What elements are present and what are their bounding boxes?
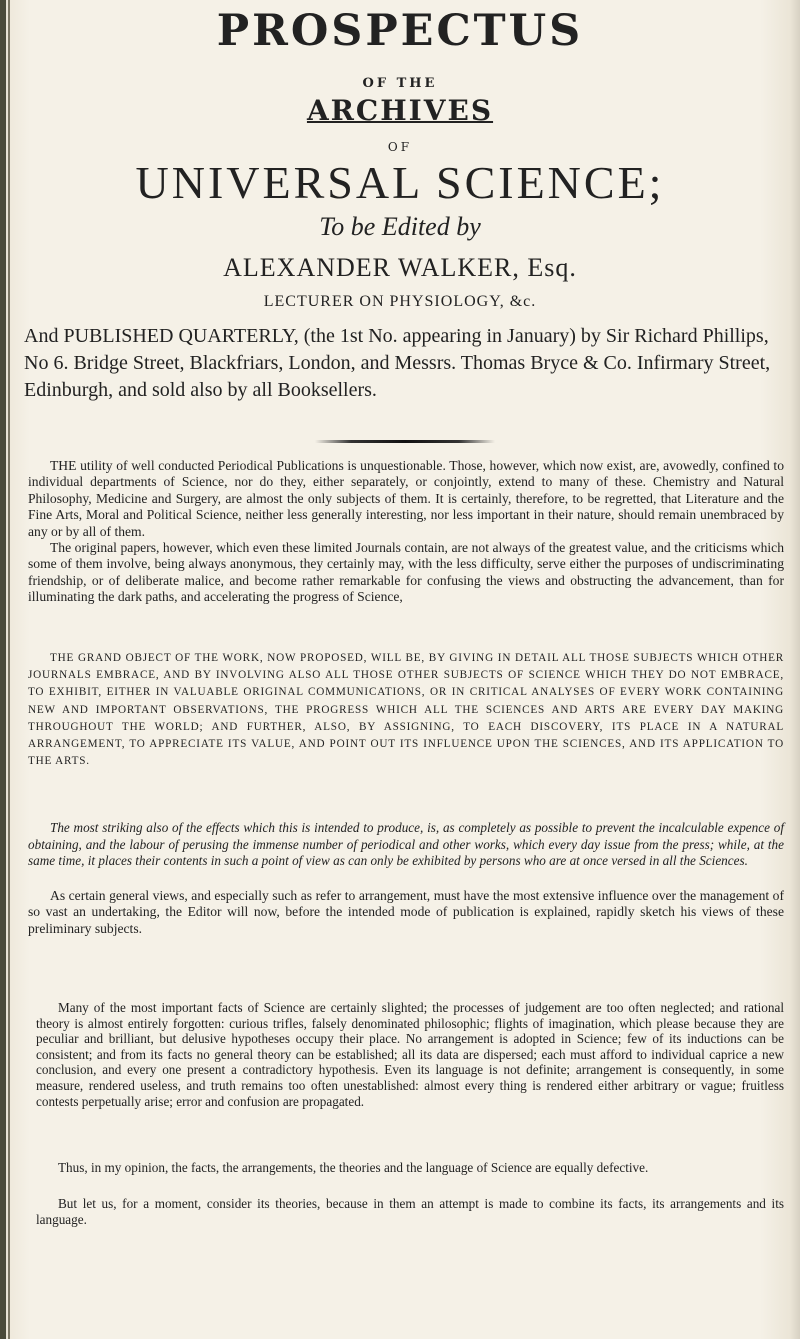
paragraph-general-views: As certain general views, and especially such as refer to arrangement, must have the most extensive influence over the management of so vast an undertaking, the Editor will now, before the intended mode of publication is explained, rapidly sketch his views of these preliminary subjects. [28, 888, 784, 936]
paragraph-theories: But let us, for a moment, consider its theories, because in them an attempt is made to combine its facts, its arrangements and its language. [36, 1196, 784, 1227]
of-the-label: OF THE [362, 76, 438, 91]
publication-details: And PUBLISHED QUARTERLY, (the 1st No. appearing in January) by Sir Richard Phillips, No 6. Bridge Street, Blackfriars, London, and Messrs. Thomas Bryce & Co. Infirmary Street, Edinburgh, and sold also by all Booksellers. [24, 325, 771, 401]
archives-heading: ARCHIVES [306, 94, 494, 127]
prospectus-title: PROSPECTUS [216, 6, 584, 56]
paragraph-striking-effects: The most striking also of the effects which this is intended to produce, is, as completely as possible to prevent the incalculable expence of obtaining, and the labour of perusing the immense number of periodical and other works, which every day issue from the press; while, at the same time, it places their contents in such a point of view as can only be exhibited by persons who are at once versed in all the Sciences. [28, 820, 784, 869]
paragraph-original-papers: The original papers, however, which even these limited Journals contain, are not always of the greatest value, and the criticisms which some of them involve, being always anonymous, they certainly may, with the less difficulty, serve either the purposes of undiscriminating friendship, or of deliberate malice, and become rather remarkable for confusing the views and obstructing the advancement, than for illuminating the dark paths, and accelerating the progress of Science, [28, 540, 784, 605]
paragraph-utility: THE utility of well conducted Periodical Publications is unquestionable. Those, however, which now exist, are, avowedly, confined to individual departments of Science, nor do they, either separately, or conjointly, extend to many of these. Chemistry and Natural Philosophy, Medicine and Surgery, are almost the only subjects of them. It is certainly, therefore, to be regretted, that Literature and the Fine Arts, Moral and Political Science, neither less generally interesting, nor less important in their nature, should remain unembraced by any or by all of them. [28, 458, 784, 539]
paragraph-equally-defective: Thus, in my opinion, the facts, the arrangements, the theories and the language of Science are equally defective. [58, 1160, 649, 1175]
of-label: OF [387, 140, 413, 154]
editor-name: ALEXANDER WALKER, Esq. [223, 253, 577, 282]
universal-science-heading: UNIVERSAL SCIENCE; [135, 157, 665, 208]
editor-title: LECTURER ON PHYSIOLOGY, &c. [263, 293, 537, 310]
edited-by-line: To be Edited by [319, 212, 481, 241]
paragraph-facts-slighted: Many of the most important facts of Science are certainly slighted; the processes of judgement are too often neglected; and rational theory is almost entirely forgotten: curious trifles, falsely denominated philosophic; flights of imagination, which please because they are peculiar and brilliant, but delusive hypotheses occupy their place. No arrangement is adopted in Science; few of its inductions can be consistent; and from its facts no general theory can be established; all its data are dispersed; each must afford to individual caprice a new conclusion, and every one present a contradictory hypothesis. Even its language is not definite; arrangement is consequently, in some measure, rendered useless, and truth remains too often unestablished: almost every thing is rendered either arbitrary or vague; fruitless contests perpetually arise; error and confusion are propagated. [36, 1000, 784, 1109]
paragraph-grand-object: THE GRAND OBJECT OF THE WORK, NOW PROPOSED, WILL BE, BY GIVING IN DETAIL ALL THOSE SUBJECTS WHICH OTHER JOURNALS EMBRACE, AND BY INVOLVING ALSO ALL THOSE OTHER SUBJECTS OF SCIENCE WHICH THEY DO NOT EMBRACE, TO EXHIBIT, EITHER IN VALUABLE ORIGINAL COMMUNICATIONS, OR IN CRITICAL ANALYSES OF EVERY WORK CONTAINING NEW AND IMPORTANT OBSERVATIONS, THE PROGRESS WHICH ALL THE SCIENCES AND ARTS ARE EVERY DAY MAKING THROUGHOUT THE WORLD; AND FURTHER, ALSO, BY ASSIGNING, TO EACH DISCOVERY, ITS PLACE IN A NATURAL ARRANGEMENT, TO APPRECIATE ITS VALUE, AND POINT OUT ITS INFLUENCE UPON THE SCIENCES, AND ITS APPLICATION TO THE ARTS. [28, 652, 784, 768]
decorative-rule [315, 440, 495, 443]
